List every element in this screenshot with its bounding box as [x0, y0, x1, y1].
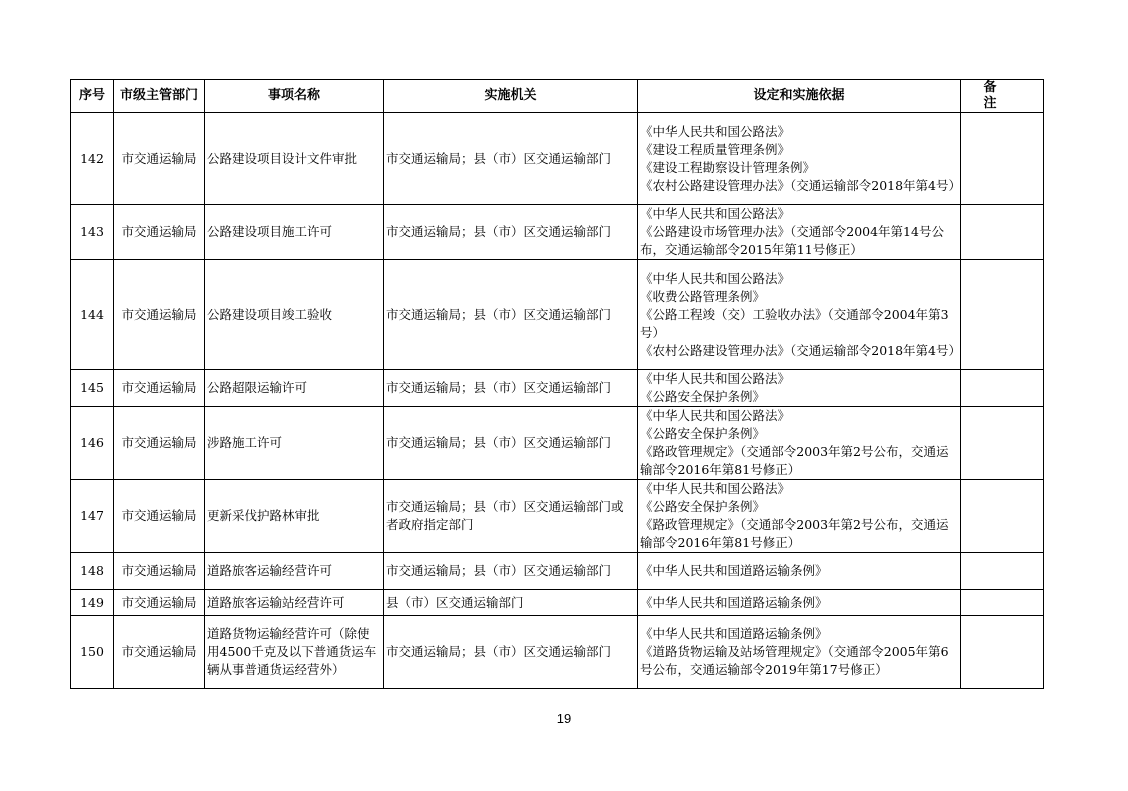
cell-notes — [961, 407, 1044, 480]
cell-agency: 市交通运输局；县（市）区交通运输部门 — [384, 205, 638, 260]
cell-dept: 市交通运输局 — [114, 113, 205, 205]
cell-basis: 《中华人民共和国公路法》 《公路安全保护条例》 《路政管理规定》（交通部令2003年第2号公布，交通运输部令2016年第81号修正） — [638, 480, 961, 553]
cell-dept: 市交通运输局 — [114, 407, 205, 480]
cell-basis: 《中华人民共和国公路法》 《收费公路管理条例》 《公路工程竣（交）工验收办法》（交通部令2004年第3号） 《农村公路建设管理办法》（交通运输部令2018年第4号） — [638, 260, 961, 370]
header-notes: 备 注 — [961, 80, 1044, 113]
cell-item: 涉路施工许可 — [205, 407, 384, 480]
table-row — [71, 480, 1044, 553]
cell-dept: 市交通运输局 — [114, 616, 205, 689]
cell-item: 公路超限运输许可 — [205, 370, 384, 407]
header-agency: 实施机关 — [384, 80, 638, 113]
cell-basis: 《中华人民共和国公路法》 《公路建设市场管理办法》（交通部令2004年第14号公布，交通运输部令2015年第11号修正） — [638, 205, 961, 260]
cell-agency: 市交通运输局；县（市）区交通运输部门 — [384, 407, 638, 480]
table-row — [71, 113, 1044, 205]
table-header-row — [71, 80, 1044, 113]
cell-item: 道路货物运输经营许可（除使用4500千克及以下普通货运车辆从事普通货运经营外） — [205, 616, 384, 689]
table-row — [71, 260, 1044, 370]
cell-seq: 146 — [71, 407, 114, 480]
cell-dept: 市交通运输局 — [114, 260, 205, 370]
table-row — [71, 553, 1044, 590]
cell-agency: 市交通运输局；县（市）区交通运输部门 — [384, 370, 638, 407]
cell-agency: 市交通运输局；县（市）区交通运输部门 — [384, 260, 638, 370]
cell-seq: 150 — [71, 616, 114, 689]
approval-items-table — [70, 79, 1044, 689]
cell-dept: 市交通运输局 — [114, 480, 205, 553]
cell-dept: 市交通运输局 — [114, 590, 205, 616]
cell-basis: 《中华人民共和国公路法》 《建设工程质量管理条例》 《建设工程勘察设计管理条例》 《农村公路建设管理办法》（交通运输部令2018年第4号） — [638, 113, 961, 205]
cell-item: 更新采伐护路林审批 — [205, 480, 384, 553]
cell-basis: 《中华人民共和国道路运输条例》 《道路货物运输及站场管理规定》（交通部令2005年第6号公布，交通运输部令2019年第17号修正） — [638, 616, 961, 689]
header-basis: 设定和实施依据 — [638, 80, 961, 113]
cell-seq: 144 — [71, 260, 114, 370]
cell-basis: 《中华人民共和国道路运输条例》 — [638, 553, 961, 590]
cell-item: 道路旅客运输站经营许可 — [205, 590, 384, 616]
header-seq: 序号 — [71, 80, 114, 113]
table-row — [71, 205, 1044, 260]
cell-dept: 市交通运输局 — [114, 553, 205, 590]
cell-notes — [961, 480, 1044, 553]
cell-item: 道路旅客运输经营许可 — [205, 553, 384, 590]
cell-item: 公路建设项目设计文件审批 — [205, 113, 384, 205]
cell-notes — [961, 370, 1044, 407]
header-item: 事项名称 — [205, 80, 384, 113]
table-row — [71, 616, 1044, 689]
cell-item: 公路建设项目竣工验收 — [205, 260, 384, 370]
cell-notes — [961, 205, 1044, 260]
cell-dept: 市交通运输局 — [114, 370, 205, 407]
cell-basis: 《中华人民共和国公路法》 《公路安全保护条例》 《路政管理规定》（交通部令2003年第2号公布，交通运输部令2016年第81号修正） — [638, 407, 961, 480]
table-row — [71, 407, 1044, 480]
cell-seq: 143 — [71, 205, 114, 260]
cell-agency: 县（市）区交通运输部门 — [384, 590, 638, 616]
table-row — [71, 590, 1044, 616]
cell-basis: 《中华人民共和国公路法》 《公路安全保护条例》 — [638, 370, 961, 407]
cell-agency: 市交通运输局；县（市）区交通运输部门 — [384, 113, 638, 205]
cell-notes — [961, 590, 1044, 616]
cell-seq: 147 — [71, 480, 114, 553]
cell-item: 公路建设项目施工许可 — [205, 205, 384, 260]
cell-seq: 142 — [71, 113, 114, 205]
page-number: 19 — [556, 711, 572, 726]
header-dept: 市级主管部门 — [114, 80, 205, 113]
cell-seq: 148 — [71, 553, 114, 590]
cell-agency: 市交通运输局；县（市）区交通运输部门 — [384, 616, 638, 689]
cell-notes — [961, 616, 1044, 689]
cell-seq: 149 — [71, 590, 114, 616]
cell-agency: 市交通运输局；县（市）区交通运输部门或者政府指定部门 — [384, 480, 638, 553]
cell-notes — [961, 553, 1044, 590]
table-row — [71, 370, 1044, 407]
cell-notes — [961, 260, 1044, 370]
cell-dept: 市交通运输局 — [114, 205, 205, 260]
cell-seq: 145 — [71, 370, 114, 407]
cell-notes — [961, 113, 1044, 205]
cell-basis: 《中华人民共和国道路运输条例》 — [638, 590, 961, 616]
cell-agency: 市交通运输局；县（市）区交通运输部门 — [384, 553, 638, 590]
